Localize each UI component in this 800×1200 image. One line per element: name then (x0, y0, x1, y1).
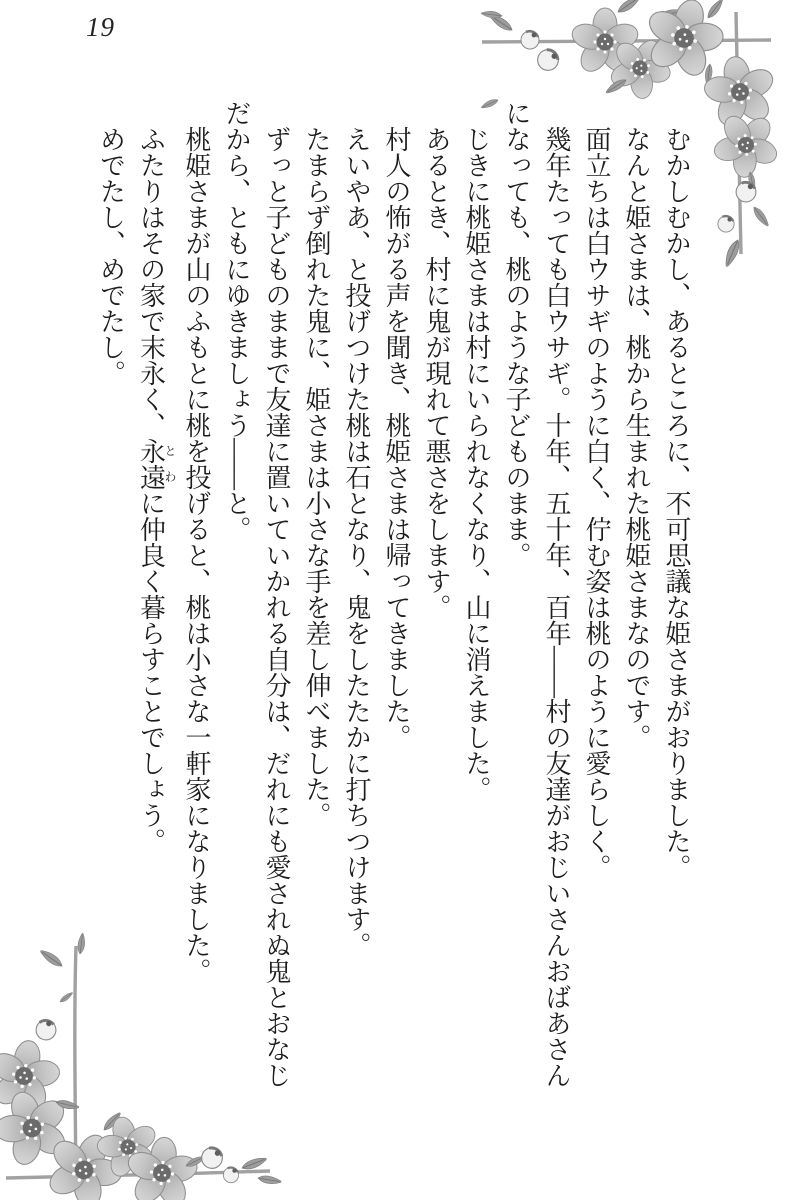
leaf-icon (241, 1156, 268, 1171)
leaf-icon (705, 0, 726, 20)
story-paragraph: ずっと子どものままで友達に置いていかれる自分は、だれにも愛されぬ鬼とおなじだから、ともにゆきましょう――と。 (222, 100, 291, 1088)
bud-icon (223, 1167, 238, 1182)
story-paragraph: ふたりはその家で末永く、永遠とわに仲良く暮らすことでしょう。 (136, 126, 177, 854)
bud-icon (521, 31, 539, 49)
blossom-icon (697, 50, 784, 134)
leaf-icon (721, 238, 742, 267)
page-number: 19 (86, 12, 115, 42)
story-paragraph: 桃姫さまが山のふもとに桃を投げると、桃は小さな一軒家になりました。 (182, 126, 211, 984)
leaf-icon (659, 8, 683, 19)
blossom-icon (121, 1134, 203, 1200)
leaf-icon (752, 205, 771, 229)
story-paragraph: 面立ちは白ウサギのように白く、佇む姿は桃のように愛らしく。 (582, 126, 611, 880)
leaf-icon (185, 1155, 207, 1169)
bud-icon (535, 47, 562, 74)
leaf-icon (481, 9, 503, 20)
leaf-icon (488, 11, 514, 33)
leaf-icon (616, 0, 643, 15)
blossom-icon (32, 1119, 136, 1200)
bud-icon (736, 182, 756, 202)
bud-icon (718, 216, 734, 232)
story-paragraph: あるとき、村に鬼が現れて悪さをします。 (422, 126, 451, 620)
leaf-icon (604, 77, 628, 94)
story-paragraph: めでたし、めでたし。 (96, 126, 126, 386)
story-paragraph: なんと姫さまは、桃から生まれた桃姫さまなのです。 (622, 126, 651, 750)
bud-icon (34, 1018, 58, 1042)
blossom-icon (634, 0, 734, 87)
blossom-icon (569, 8, 641, 77)
blossom-icon (0, 1034, 67, 1118)
leaf-icon (257, 1174, 281, 1187)
leaf-icon (55, 1098, 80, 1112)
blossom-icon (699, 98, 793, 192)
story-paragraph: えいやあ、と投げつけた桃は石となり、鬼をしたたかに打ちつけます。 (342, 126, 371, 958)
blossom-icon (89, 1109, 168, 1185)
leaf-icon (101, 1111, 123, 1132)
story-paragraph: たまらず倒れた鬼に、姫さまは小さな手を差し伸べました。 (302, 126, 331, 828)
story-text (91, 100, 697, 1088)
blossom-icon (0, 1079, 82, 1177)
leaf-icon (703, 63, 714, 85)
story-paragraph: 村人の怖がる声を聞き、桃姫さまは帰ってきました。 (382, 126, 411, 750)
story-paragraph: 幾年たっても白ウサギ。十年、五十年、百年――村の友達がおじいさんおばあさんになっても、桃のような子どものまま。 (502, 100, 571, 1088)
leaf-icon (39, 947, 64, 970)
leaf-icon (76, 933, 87, 955)
leaf-icon (748, 172, 756, 191)
blossom-icon (596, 25, 683, 111)
bud-icon (200, 1146, 224, 1170)
story-paragraph: むかしむかし、あるところに、不可思議な姫さまがおりました。 (662, 126, 691, 880)
leaf-icon (58, 991, 74, 1003)
story-paragraph: じきに桃姫さまは村にいられなくなり、山に消えました。 (462, 126, 491, 802)
ruby-annotated-word: 永遠とわ (136, 438, 177, 490)
